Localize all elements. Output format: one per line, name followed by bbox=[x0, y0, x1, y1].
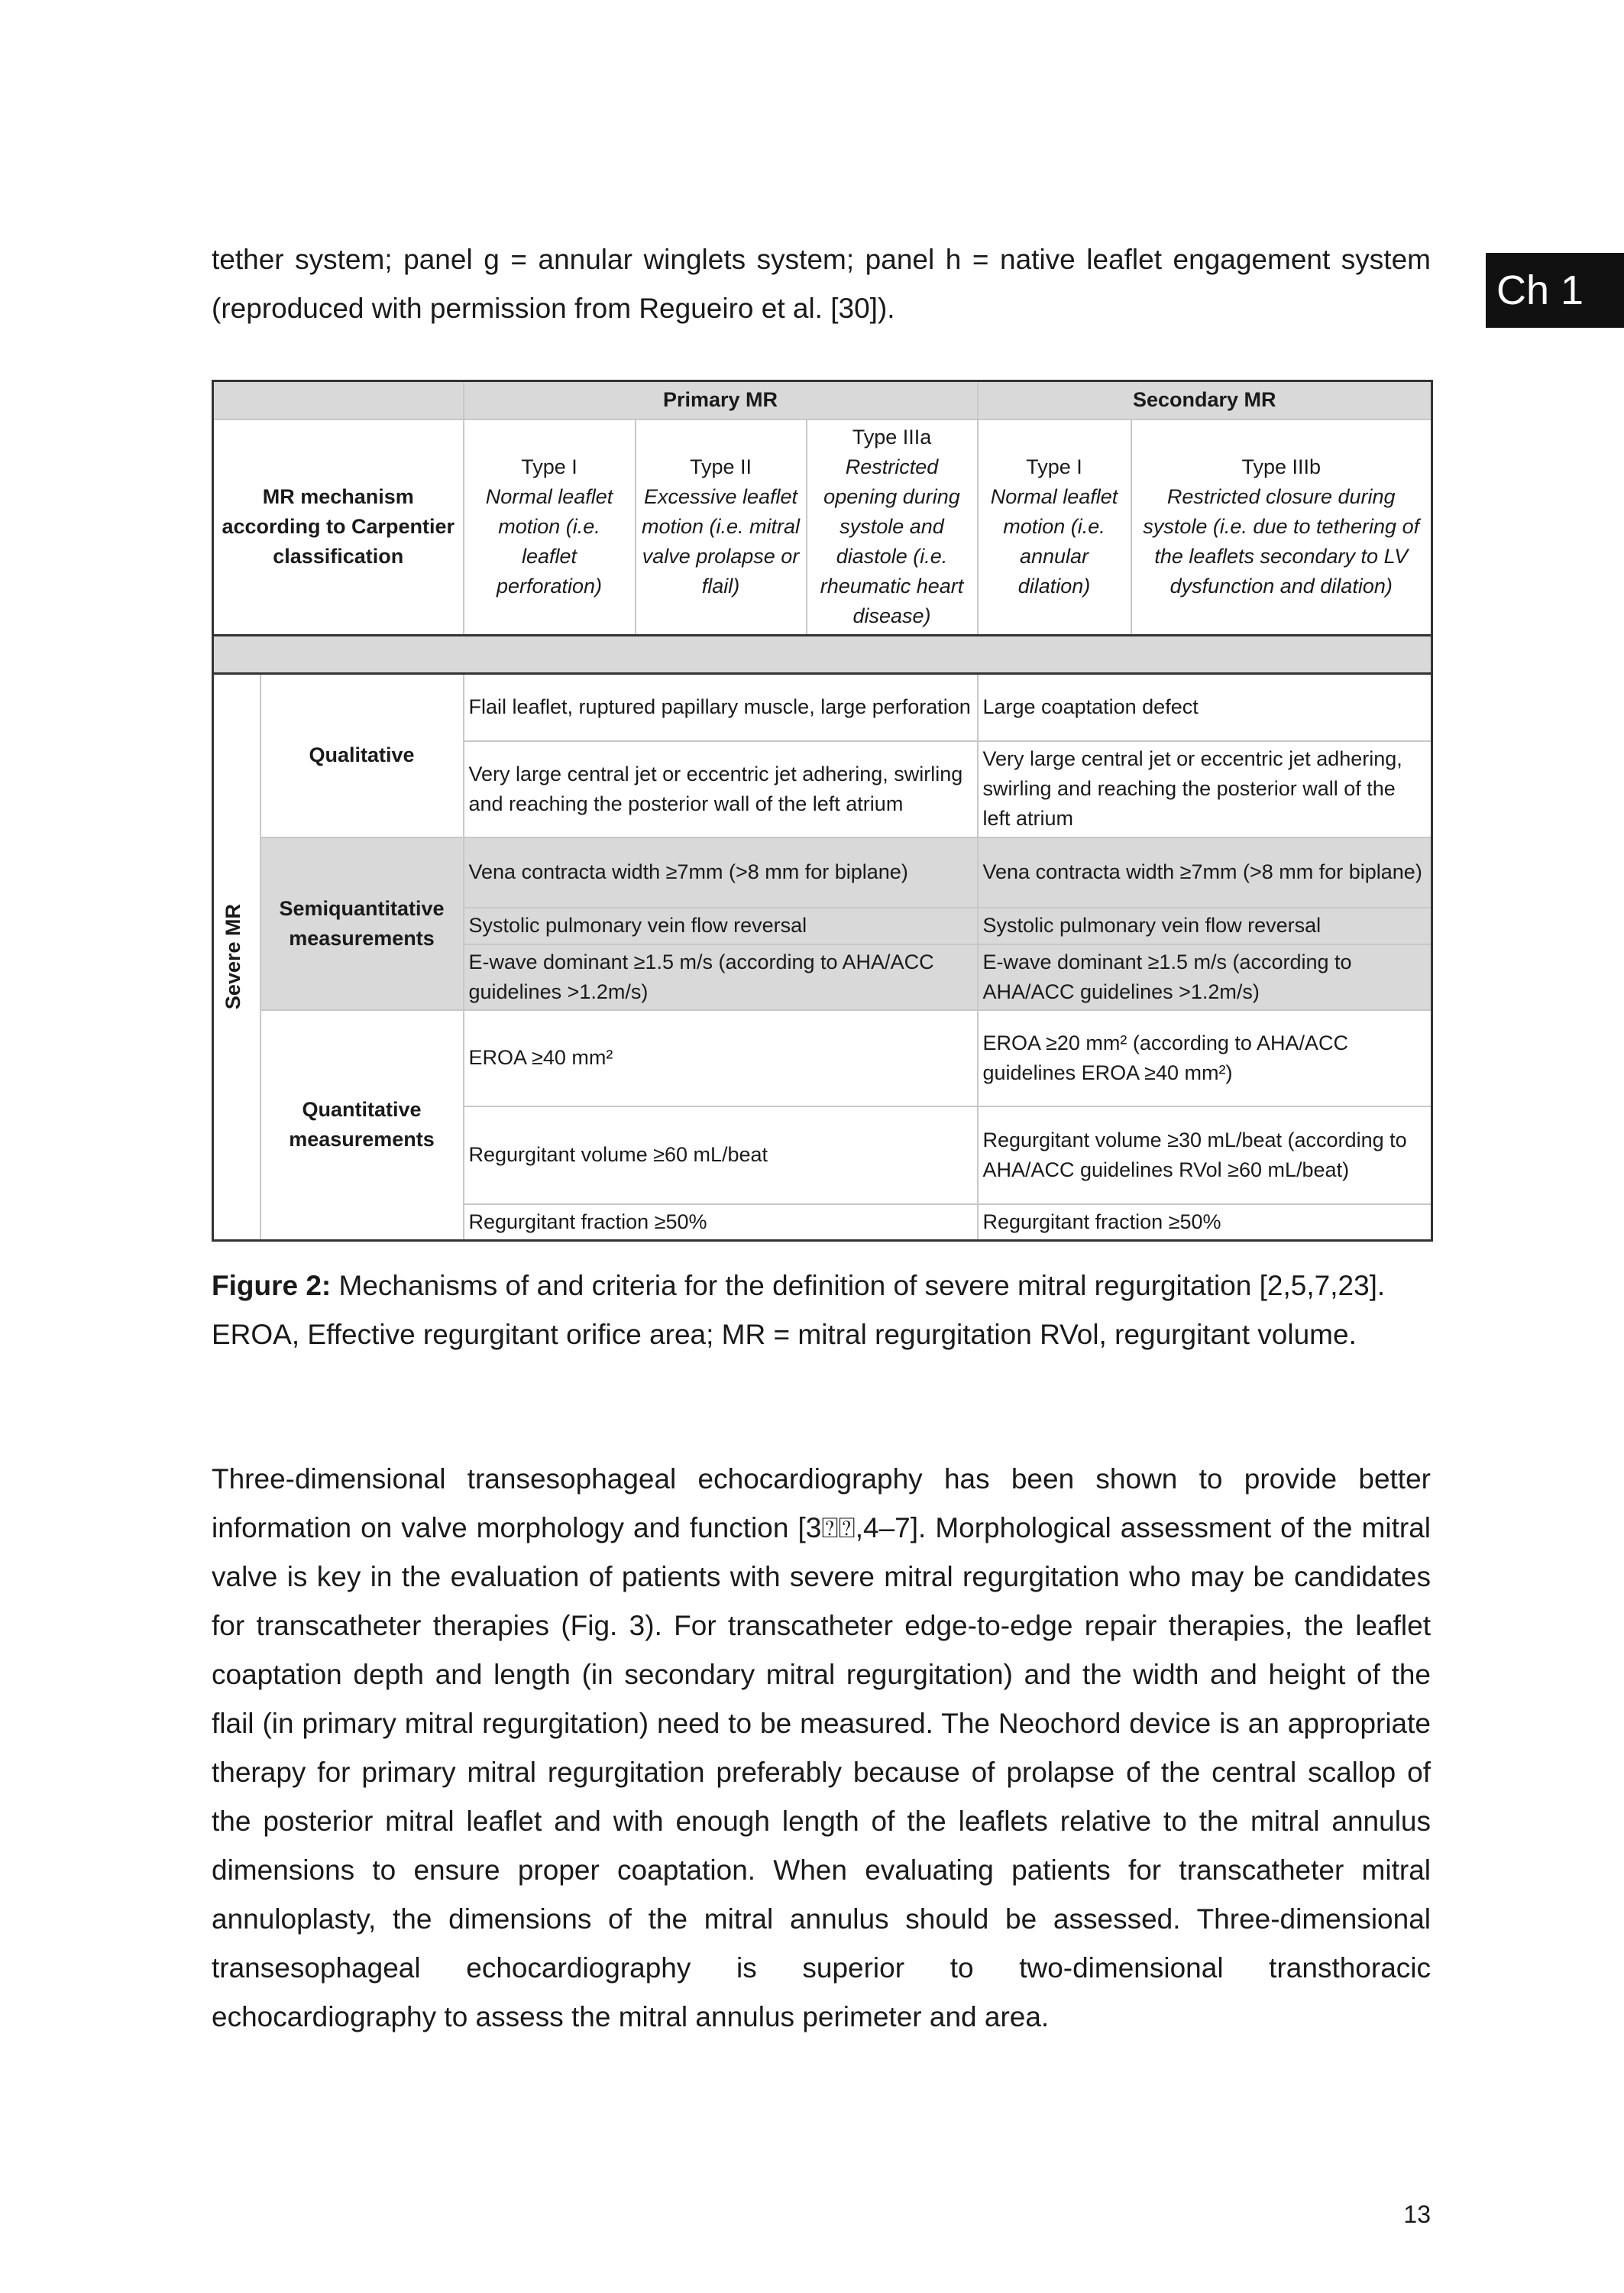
type-name: Type IIIa bbox=[852, 426, 932, 449]
page-number: 13 bbox=[1403, 2201, 1431, 2228]
type-cell bbox=[464, 419, 636, 636]
intro-paragraph: tether system; panel g = annular winglets system; panel h = native leaflet engagement system (reproduced with permission from Regueiro et al. [30]). bbox=[212, 244, 1431, 324]
severe-mr-label: Severe MR bbox=[222, 904, 244, 1010]
type-name: Type IIIb bbox=[1241, 455, 1322, 479]
criterion-primary: Vena contracta width ≥7mm (>8 mm for biplane) bbox=[464, 837, 978, 908]
criterion-primary: Systolic pulmonary vein flow reversal bbox=[464, 908, 978, 944]
type-desc: Normal leaflet motion (i.e. leaflet perforation) bbox=[485, 485, 613, 598]
severe-mr-cell bbox=[213, 674, 260, 1241]
criterion-secondary: EROA ≥20 mm² (according to AHA/ACC guidelines EROA ≥40 mm²) bbox=[978, 1010, 1432, 1106]
caption-label: Figure 2: bbox=[212, 1270, 332, 1301]
figure-caption bbox=[212, 1261, 1431, 1359]
semiquantitative-label: Semiquantitative measurements bbox=[260, 837, 464, 1010]
header-primary: Primary MR bbox=[464, 381, 978, 419]
criterion-primary: Very large central jet or eccentric jet adhering, swirling and reaching the posterior wall of the left atrium bbox=[464, 741, 978, 837]
criterion-secondary: Vena contracta width ≥7mm (>8 mm for biplane) bbox=[978, 837, 1432, 908]
caption-text: Mechanisms of and criteria for the definition of severe mitral regurgitation [2,5,7,23]. EROA, Effective regurgitant orifice area; MR = mitral regurgitation RVol, regurgitant volume. bbox=[212, 1270, 1386, 1350]
type-desc: Restricted opening during systole and diastole (i.e. rheumatic heart disease) bbox=[820, 455, 964, 628]
criterion-secondary: Large coaptation defect bbox=[978, 674, 1432, 741]
criterion-primary: Flail leaflet, ruptured papillary muscle, large perforation bbox=[464, 674, 978, 741]
type-desc: Excessive leaflet motion (i.e. mitral valve prolapse or flail) bbox=[641, 485, 801, 598]
criterion-primary: E-wave dominant ≥1.5 m/s (according to AHA/ACC guidelines >1.2m/s) bbox=[464, 944, 978, 1010]
type-name: Type I bbox=[521, 455, 577, 479]
type-cell bbox=[1131, 419, 1432, 636]
mechanism-label: MR mechanism according to Carpentier classification bbox=[213, 419, 464, 636]
header-secondary: Secondary MR bbox=[978, 381, 1432, 419]
criterion-primary: Regurgitant volume ≥60 mL/beat bbox=[464, 1106, 978, 1204]
criterion-secondary: Systolic pulmonary vein flow reversal bbox=[978, 908, 1432, 944]
type-cell bbox=[978, 419, 1131, 636]
mr-criteria-table bbox=[212, 380, 1433, 1242]
criterion-secondary: Regurgitant volume ≥30 mL/beat (according to AHA/ACC guidelines RVol ≥60 mL/beat) bbox=[978, 1106, 1432, 1204]
type-cell bbox=[636, 419, 807, 636]
type-cell bbox=[807, 419, 978, 636]
criterion-primary: Regurgitant fraction ≥50% bbox=[464, 1204, 978, 1241]
separator-row bbox=[213, 636, 1432, 674]
qualitative-label: Qualitative bbox=[260, 674, 464, 837]
type-name: Type II bbox=[689, 455, 752, 479]
type-name: Type I bbox=[1026, 455, 1082, 479]
type-desc: Normal leaflet motion (i.e. annular dilation) bbox=[990, 485, 1118, 598]
quantitative-label: Quantitative measurements bbox=[260, 1010, 464, 1241]
criterion-secondary: Regurgitant fraction ≥50% bbox=[978, 1204, 1432, 1241]
criterion-secondary: Very large central jet or eccentric jet adhering, swirling and reaching the posterior wall of the left atrium bbox=[978, 741, 1432, 837]
criterion-secondary: E-wave dominant ≥1.5 m/s (according to AHA/ACC guidelines >1.2m/s) bbox=[978, 944, 1432, 1010]
body-paragraph: Three-dimensional transesophageal echocardiography has been shown to provide better information on valve morphology and function [3⍰⍰,4–7]. Morphological assessment of the mitral valve is key in the evaluation of patients with severe mitral regurgitation who may be candidates for transcatheter therapies (Fig. 3). For transcatheter edge-to-edge repair therapies, the leaflet coaptation depth and length (in secondary mitral regurgitation) and the width and height of the flail (in primary mitral regurgitation) need to be measured. The Neochord device is an appropriate therapy for primary mitral regurgitation preferably because of prolapse of the central scallop of the posterior mitral leaflet and with enough length of the leaflets relative to the mitral annulus dimensions to ensure proper coaptation. When evaluating patients for transcatheter mitral annuloplasty, the dimensions of the mitral annulus should be assessed. Three-dimensional transesophageal echocardiography is superior to two-dimensional transthoracic echocardiography to assess the mitral annulus perimeter and area. bbox=[212, 1463, 1431, 2032]
header-empty bbox=[213, 381, 464, 419]
chapter-tab: Ch 1 bbox=[1486, 253, 1624, 328]
type-desc: Restricted closure during systole (i.e. due to tethering of the leaflets secondary to LV dysfunction and dilation) bbox=[1143, 485, 1420, 598]
criterion-primary: EROA ≥40 mm² bbox=[464, 1010, 978, 1106]
